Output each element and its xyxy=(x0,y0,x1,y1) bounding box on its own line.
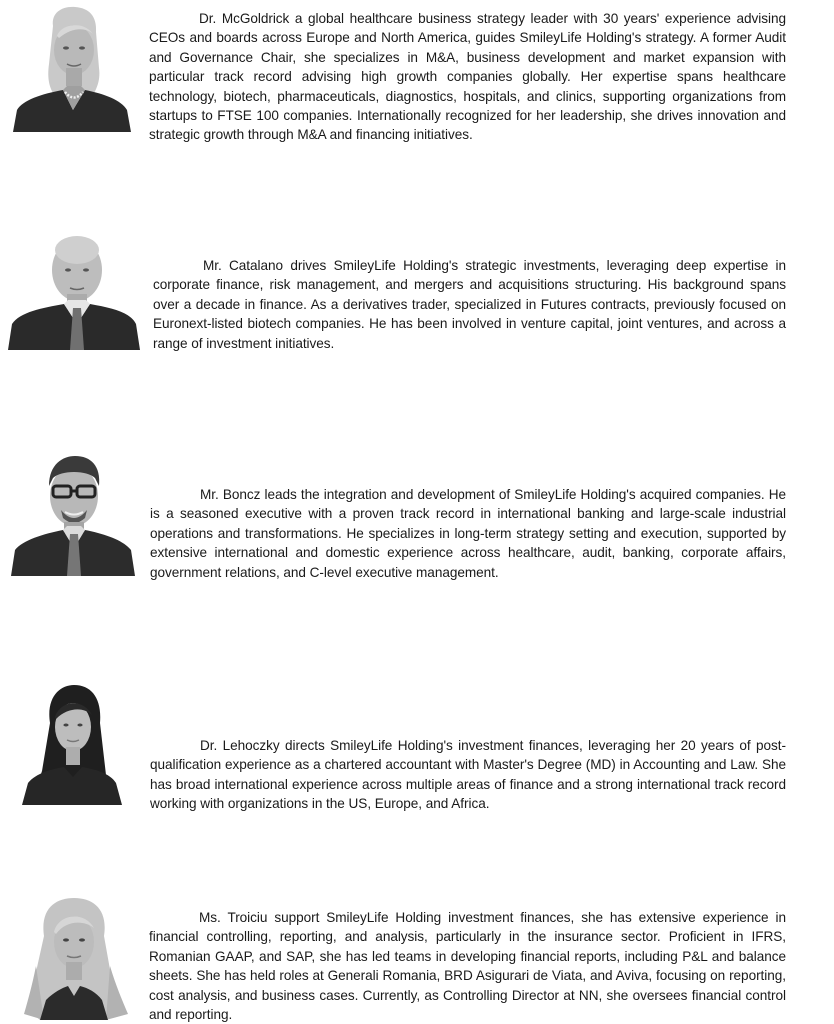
portrait-photo xyxy=(10,896,138,1020)
bio-text: Mr. Boncz leads the integration and development of SmileyLife Holding's acquired companies. He is a seasoned executive with a proven track record in international banking and large-scale industrial operations and transformations. He specializes in long-term strategy setting and execution, supported by extensive international and domestic experience across healthcare, audit, banking, corporate affairs, government relations, and C-level executive management. xyxy=(150,487,786,580)
portrait-photo xyxy=(8,228,140,350)
bio-text: Mr. Catalano drives SmileyLife Holding's strategic investments, leveraging deep expertise in corporate finance, risk management, and mergers and acquisitions structuring. His background spans over a decade in finance. As a derivatives trader, specialized in Futures contracts, previously focused on Euronext-listed biotech companies. He has been involved in venture capital, joint ventures, and across a range of investment initiatives. xyxy=(153,258,786,351)
bio-text: Ms. Troiciu support SmileyLife Holding investment finances, she has extensive experience in financial controlling, reporting, and analysis, particularly in the insurance sector. Proficient in IFRS, Romanian GAAP, and SAP, she has led teams in developing financial reports, including P&L and balance sheets. She has held roles at Generali Romania, BRD Asigurari de Viata, and Aviva, focusing on reporting, cost analysis, and business cases. Currently, as Controlling Director at NN, she oversees financial control and reporting. xyxy=(149,910,786,1023)
bio-text: Dr. Lehoczky directs SmileyLife Holding's investment finances, leveraging her 20 years of post-qualification experience as a chartered accountant with Master's Degree (MD) in Accounting and Law. She has broad international experience across multiple areas of finance and a strong international track record working with organizations in the US, Europe, and Africa. xyxy=(150,738,786,812)
portrait-photo xyxy=(22,683,122,805)
bio-text: Dr. McGoldrick a global healthcare business strategy leader with 30 years' experience advising CEOs and boards across Europe and North America, guides SmileyLife Holding's strategy. A former Audit and Governance Chair, she specializes in M&A, business development and market expansion with particular track record advising high growth companies globally. Her expertise spans healthcare technology, biotech, pharmaceuticals, diagnostics, hospitals, and clinics, supporting organizations from startups to FTSE 100 companies. Internationally recognized for her leadership, she drives innovation and strategic growth through M&A and financing initiatives. xyxy=(149,11,786,143)
portrait-photo xyxy=(13,6,131,132)
portrait-photo xyxy=(11,452,135,576)
